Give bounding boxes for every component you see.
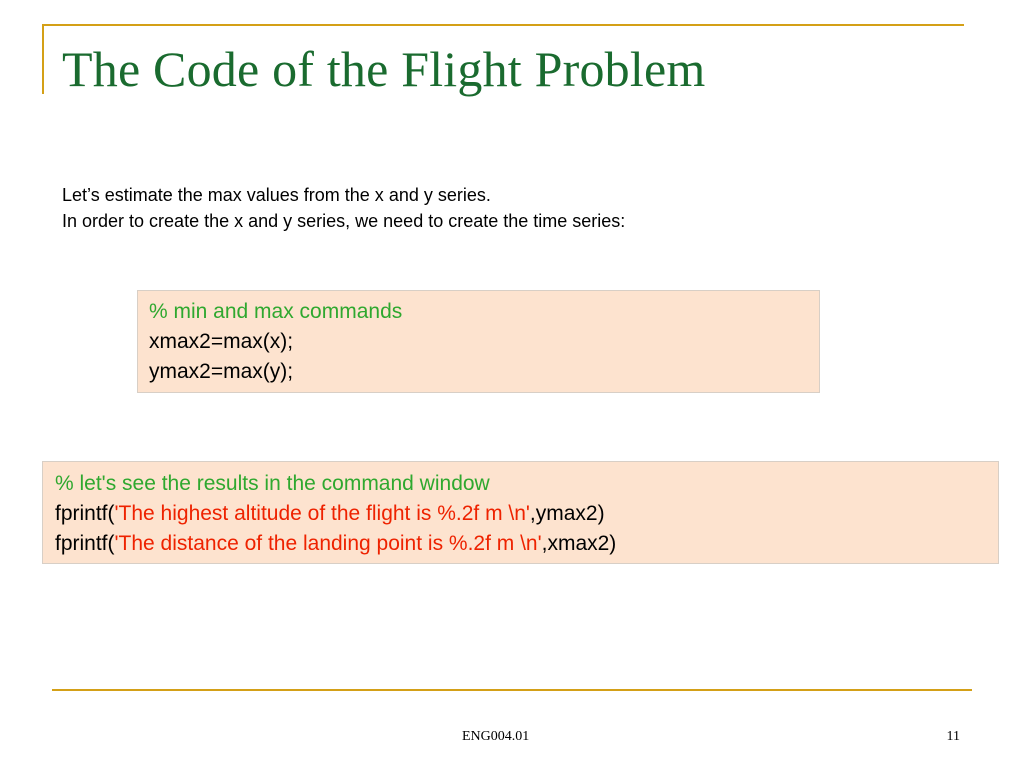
intro-line-1: Let’s estimate the max values from the x and y series. — [62, 185, 491, 205]
frame-left-rule — [42, 24, 44, 94]
code-block-fprintf — [42, 461, 999, 564]
page-number: 11 — [946, 729, 960, 744]
code-comment: % min and max commands — [149, 300, 403, 323]
frame-top-rule — [42, 24, 964, 26]
code-line-ymax: ymax2=max(y); — [149, 360, 294, 383]
footer-course-code: ENG004.01 — [462, 729, 530, 744]
code-string: 'The distance of the landing point is %.2f m \n' — [114, 532, 542, 555]
code-line-xmax: xmax2=max(x); — [149, 330, 294, 353]
code-text: ,ymax2) — [529, 502, 605, 525]
code-text: fprintf( — [55, 502, 115, 525]
code-block-max — [137, 290, 820, 393]
code-line-fprintf-distance — [55, 529, 986, 559]
slide-title: The Code of the Flight Problem — [62, 41, 706, 97]
footer-rule — [52, 689, 972, 691]
intro-text — [62, 182, 625, 234]
code-text: fprintf( — [55, 532, 115, 555]
code-line-fprintf-altitude — [55, 499, 986, 529]
intro-line-2: In order to create the x and y series, we need to create the time series: — [62, 211, 626, 231]
code-comment: % let's see the results in the command window — [55, 472, 490, 495]
code-text: ,xmax2) — [541, 532, 617, 555]
code-string: 'The highest altitude of the flight is %.2f m \n' — [114, 502, 530, 525]
